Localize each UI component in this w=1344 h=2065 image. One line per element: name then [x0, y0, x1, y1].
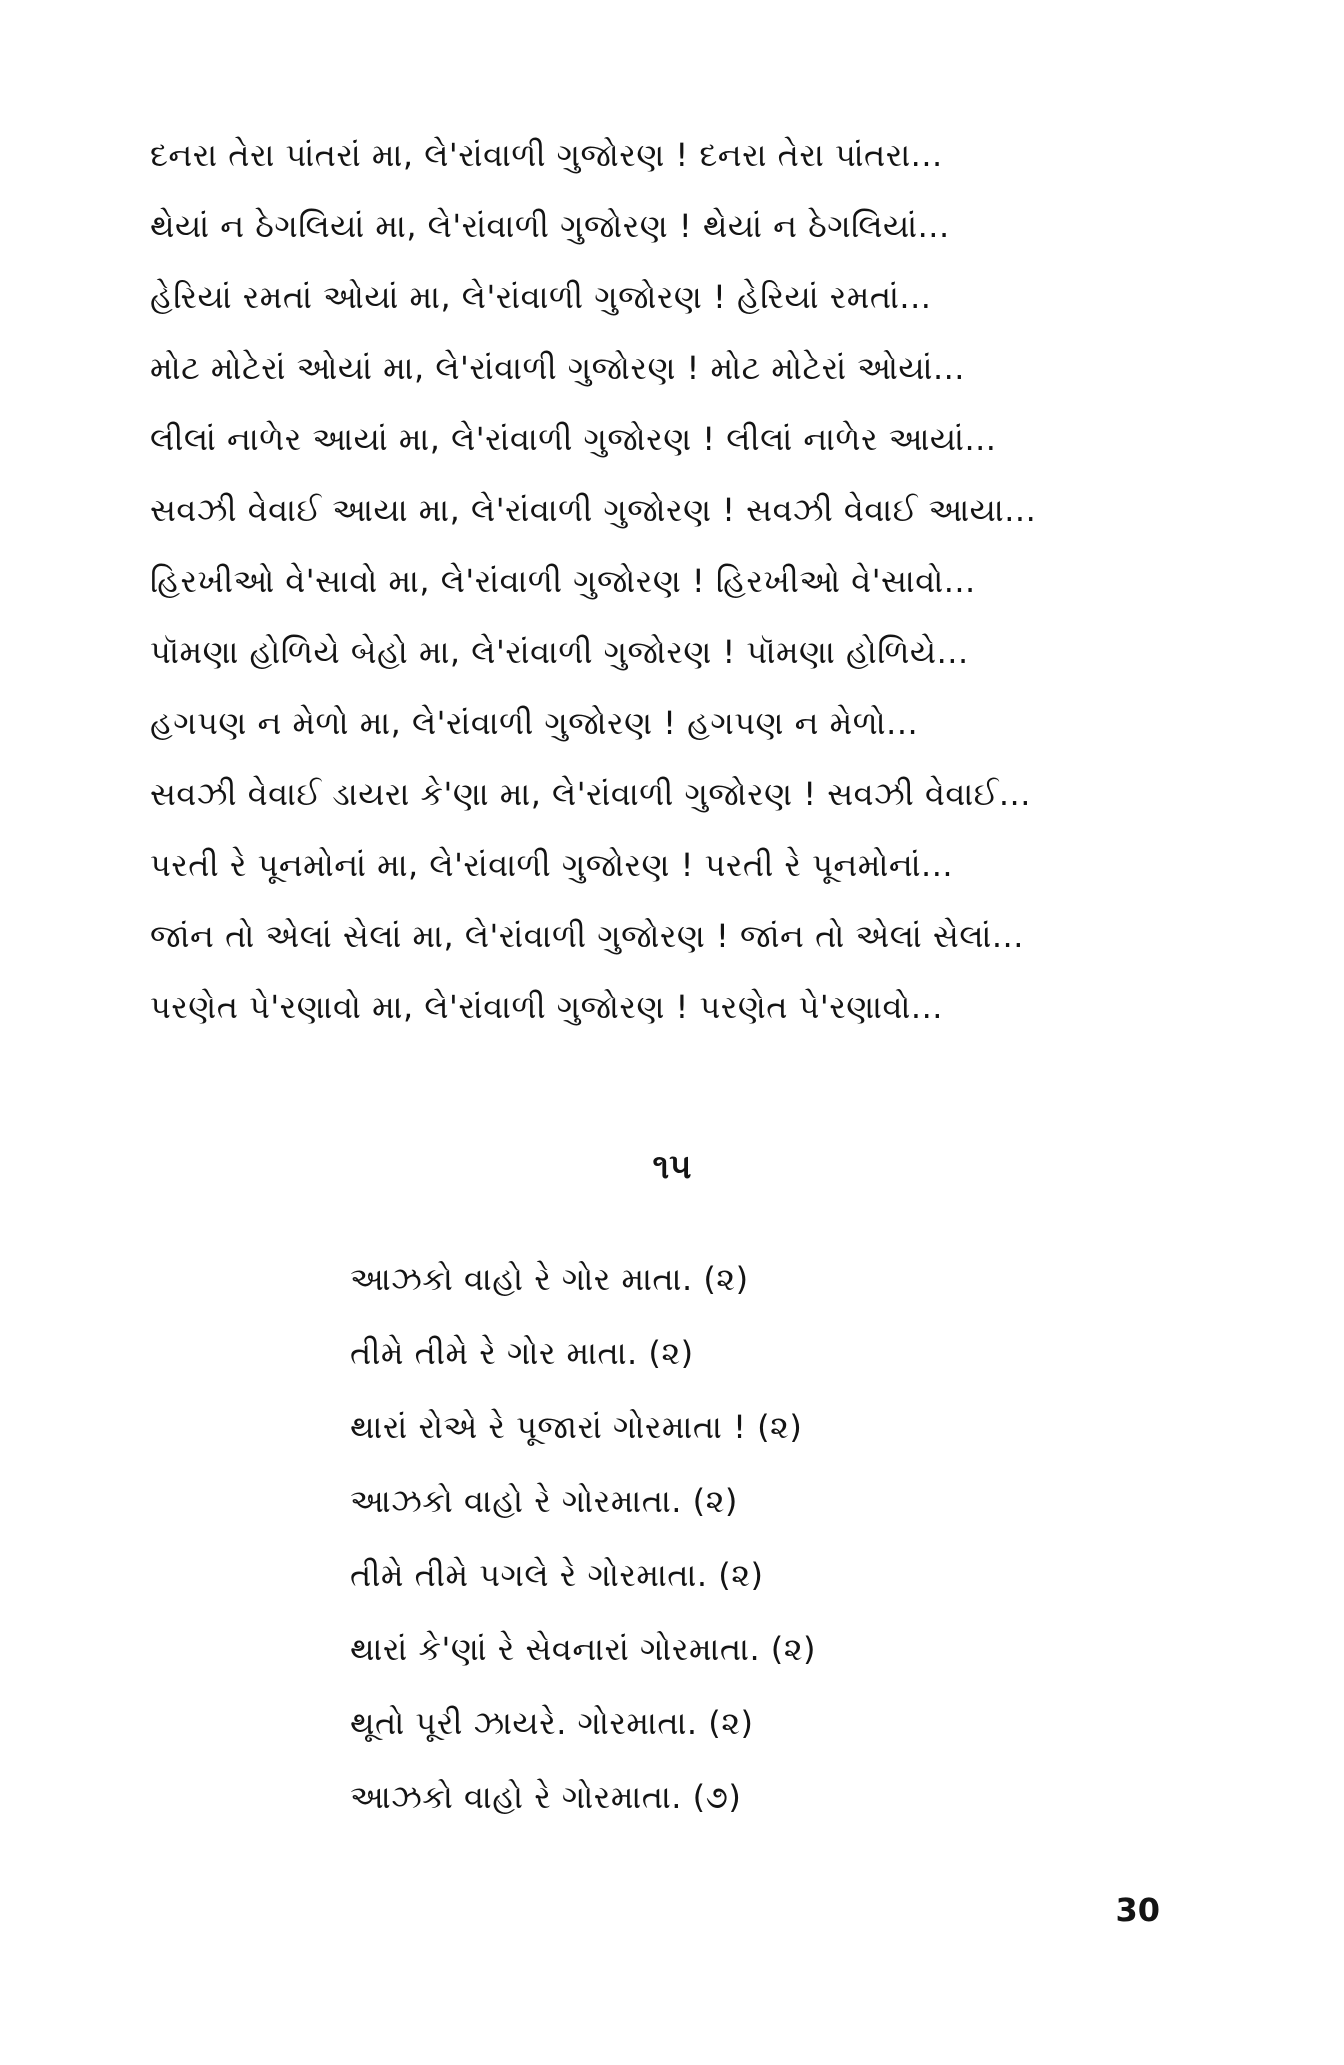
verse-line: હેરિયાં રમતાં ઓયાં મા, લે'રાંવાળી ગુજોરણ ! હેરિયાં રમતાં... — [150, 278, 932, 316]
song-number-heading: ૧૫ — [652, 1147, 692, 1187]
verse-line: થેયાં ન ઠેગલિયાં મા, લે'રાંવાળી ગુજોરણ ! થેયાં ન ઠેગલિયાં... — [150, 207, 950, 245]
verse-line: પૉમણા હોળિયે બેહો મા, લે'રાંવાળી ગુજોરણ ! પૉમણા હોળિયે... — [150, 633, 969, 671]
verse-line: પરતી રે પૂનમોનાં મા, લે'રાંવાળી ગુજોરણ ! પરતી રે પૂનમોનાં... — [150, 846, 954, 884]
page-number: 30 — [1115, 1891, 1160, 1929]
verse-line: સવઝી વેવાઈ આયા મા, લે'રાંવાળી ગુજોરણ ! સવઝી વેવાઈ આયા... — [150, 491, 1037, 529]
verse-line: તીમે તીમે પગલે રે ગોરમાતા. (૨) — [350, 1556, 764, 1594]
verse-line: હિરખીઓ વે'સાવો મા, લે'રાંવાળી ગુજોરણ ! હિરખીઓ વે'સાવો... — [150, 562, 976, 600]
verse-line: જાંન તો એલાં સેલાં મા, લે'રાંવાળી ગુજોરણ ! જાંન તો એલાં સેલાં... — [150, 917, 1024, 955]
verse-line: આઝકો વાહો રે ગોર માતા. (૨) — [350, 1260, 749, 1298]
verse-line: તીમે તીમે રે ગોર માતા. (૨) — [350, 1334, 694, 1372]
verse-line: થૂતો પૂરી ઝાયરે. ગોરમાતા. (૨) — [350, 1704, 754, 1742]
verse-line: લીલાં નાળેર આયાં મા, લે'રાંવાળી ગુજોરણ ! લીલાં નાળેર આયાં... — [150, 420, 997, 458]
verse-line: થારાં રોએ રે પૂજારાં ગોરમાતા ! (૨) — [350, 1408, 803, 1446]
verse-line: પરણેત પે'રણાવો મા, લે'રાંવાળી ગુજોરણ ! પરણેત પે'રણાવો... — [150, 988, 943, 1026]
verse-line: આઝકો વાહો રે ગોરમાતા. (૨) — [350, 1482, 738, 1520]
song-14-verses — [150, 120, 1210, 1043]
verse-line: હગપણ ન મેળો મા, લે'રાંવાળી ગુજોરણ ! હગપણ ન મેળો... — [150, 704, 919, 742]
verse-line: દનરા તેરા પાંતરાં મા, લે'રાંવાળી ગુજોરણ ! દનરા તેરા પાંતરા... — [150, 136, 943, 174]
verse-line: સવઝી વેવાઈ ડાયરા કે'ણા મા, લે'રાંવાળી ગુજોરણ ! સવઝી વેવાઈ... — [150, 775, 1031, 813]
song-15-verses — [350, 1242, 1050, 1834]
verse-line: આઝકો વાહો રે ગોરમાતા. (૭) — [350, 1778, 742, 1816]
verse-line: મોટ મોટેરાં ઓયાં મા, લે'રાંવાળી ગુજોરણ ! મોટ મોટેરાં ઓયાં... — [150, 349, 965, 387]
verse-line: થારાં કે'ણાં રે સેવનારાં ગોરમાતા. (૨) — [350, 1630, 817, 1668]
